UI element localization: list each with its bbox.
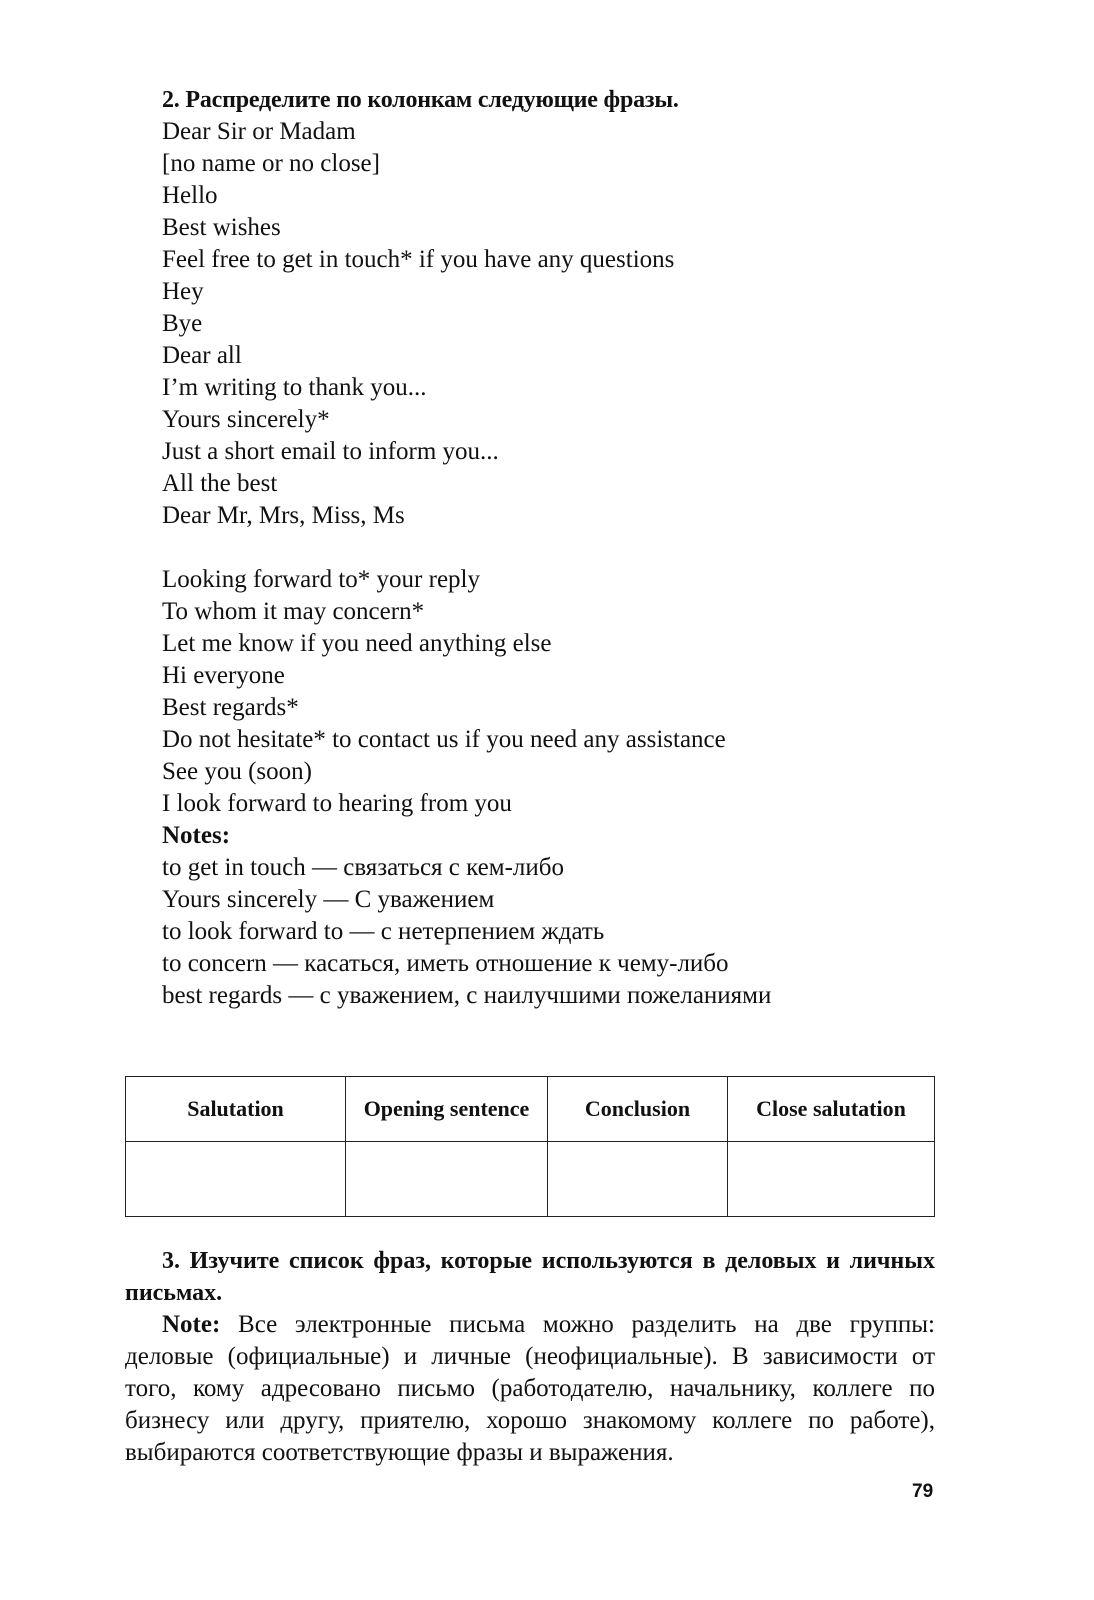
phrase-item: Best wishes: [162, 214, 281, 241]
note-item: to look forward to — с нетерпением ждать: [162, 918, 605, 945]
exercise-3-heading: 3. Изучите список фраз, которые используются в деловых и личных письмах.: [125, 1248, 935, 1306]
answer-cell-opening-sentence[interactable]: [346, 1142, 548, 1217]
column-header-salutation: Salutation: [126, 1077, 346, 1142]
phrase-item: I’m writing to thank you...: [162, 374, 427, 401]
phrase-item: Dear all: [162, 342, 242, 369]
answer-cell-conclusion[interactable]: [548, 1142, 728, 1217]
phrase-item: Feel free to get in touch* if you have any questions: [162, 246, 675, 273]
phrase-item: I look forward to hearing from you: [162, 790, 512, 817]
phrase-item: Do not hesitate* to contact us if you need any assistance: [162, 726, 726, 753]
phrase-item: Hey: [162, 278, 204, 305]
phrase-list: [162, 116, 771, 1012]
note-label: Note:: [162, 1311, 221, 1338]
notes-title: Notes:: [162, 822, 231, 849]
phrase-item: Bye: [162, 310, 203, 337]
phrase-item: Dear Sir or Madam: [162, 118, 356, 145]
phrase-item: Let me know if you need anything else: [162, 630, 552, 657]
column-header-close-salutation: Close salutation: [728, 1077, 935, 1142]
column-header-conclusion: Conclusion: [548, 1077, 728, 1142]
exercise-2-heading: 2. Распределите по колонкам следующие фразы.: [162, 87, 679, 113]
sorting-table-container: [125, 1076, 934, 1217]
note-text: Все электронные письма можно разделить на две группы: деловые (официальные) и личные (неофициальные). В зависимости от того, кому адресовано письмо (работодателю, начальнику, коллеге по бизнесу или другу, приятелю, хорошо знакомому коллеге по работе), выбираются соответствующие фразы и выражения.: [125, 1311, 935, 1466]
phrase-item: Dear Mr, Mrs, Miss, Ms: [162, 502, 405, 529]
exercise-3: [125, 1245, 935, 1469]
table-header-row: [126, 1077, 935, 1142]
note-item: to get in touch — связаться с кем-либо: [162, 854, 564, 881]
phrase-item: Hello: [162, 182, 218, 209]
phrase-item: Looking forward to* your reply: [162, 566, 480, 593]
phrase-item: See you (soon): [162, 758, 312, 785]
note-item: to concern — касаться, иметь отношение к чему-либо: [162, 950, 729, 977]
phrase-item: Best regards*: [162, 694, 299, 721]
phrase-item: To whom it may concern*: [162, 598, 425, 625]
answer-cell-close-salutation[interactable]: [728, 1142, 935, 1217]
table-row: [126, 1142, 935, 1217]
column-header-opening-sentence: Opening sentence: [346, 1077, 548, 1142]
phrase-item: All the best: [162, 470, 278, 497]
exercise-3-note: [125, 1309, 935, 1469]
phrase-item: [no name or no close]: [162, 150, 380, 177]
page-number: 79: [912, 1481, 934, 1502]
blank-line: [162, 532, 771, 564]
phrase-item: Yours sincerely*: [162, 406, 330, 433]
sorting-table: [125, 1076, 935, 1217]
phrase-item: Hi everyone: [162, 662, 285, 689]
note-item: Yours sincerely — С уважением: [162, 886, 495, 913]
answer-cell-salutation[interactable]: [126, 1142, 346, 1217]
note-item: best regards — с уважением, с наилучшими пожеланиями: [162, 982, 772, 1009]
phrase-item: Just a short email to inform you...: [162, 438, 499, 465]
